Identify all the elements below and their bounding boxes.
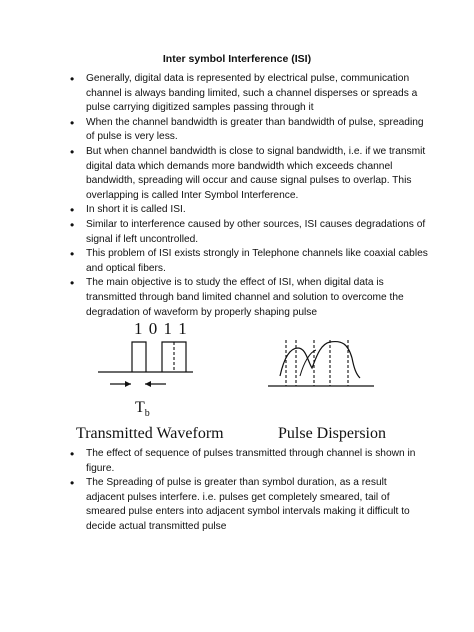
- list-item: • The Spreading of pulse is greater than symbol duration, as a result adjacent pulses interfere. i.e. pulses get completely smeared, tail of smeared pulse enters into adjacent symbol intervals making it difficult to decide actual transmitted pulse: [70, 476, 428, 534]
- list-item: • Generally, digital data is represented by electrical pulse, communication channel is always banding limited, such a channel disperses or spreads a pulse carrying digitized samples passing through it: [70, 72, 428, 116]
- transmitted-waveform-diagram: [0, 318, 474, 448]
- page-title: Inter symbol Interference (ISI): [162, 53, 312, 65]
- bit-sequence-label: 1 0 1 1: [134, 319, 188, 338]
- isi-figure: [0, 318, 474, 448]
- tb-subscript: b: [144, 408, 150, 420]
- list-item: • The effect of sequence of pulses transmitted through channel is shown in figure.: [70, 447, 428, 476]
- caption-pulse-dispersion: Pulse Dispersion: [278, 425, 386, 442]
- list-item: • This problem of ISI exists strongly in Telephone channels like coaxial cables and optical fibers.: [70, 247, 428, 276]
- list-item: • But when channel bandwidth is close to signal bandwidth, i.e. if we transmit digital data which demands more bandwidth which exceeds channel bandwidth, spreading will occur and cause signal pulses to overlap. This overlapping is called Inter Symbol Interference.: [70, 145, 428, 203]
- list-item: • In short it is called ISI.: [70, 203, 428, 218]
- caption-transmitted-waveform: Transmitted Waveform: [76, 425, 224, 442]
- bullet-list-bottom: [70, 447, 428, 535]
- list-item: • When the channel bandwidth is greater than bandwidth of pulse, spreading of pulse is very less.: [70, 116, 428, 145]
- list-item: • Similar to interference caused by other sources, ISI causes degradations of signal if left uncontrolled.: [70, 218, 428, 247]
- bullet-list-top: [70, 72, 428, 320]
- tb-main: T: [135, 399, 145, 416]
- list-item: • The main objective is to study the effect of ISI, when digital data is transmitted through band limited channel and solution to overcome the degradation of waveform by properly shaping pulse: [70, 276, 428, 320]
- bit-period-label: [135, 399, 150, 419]
